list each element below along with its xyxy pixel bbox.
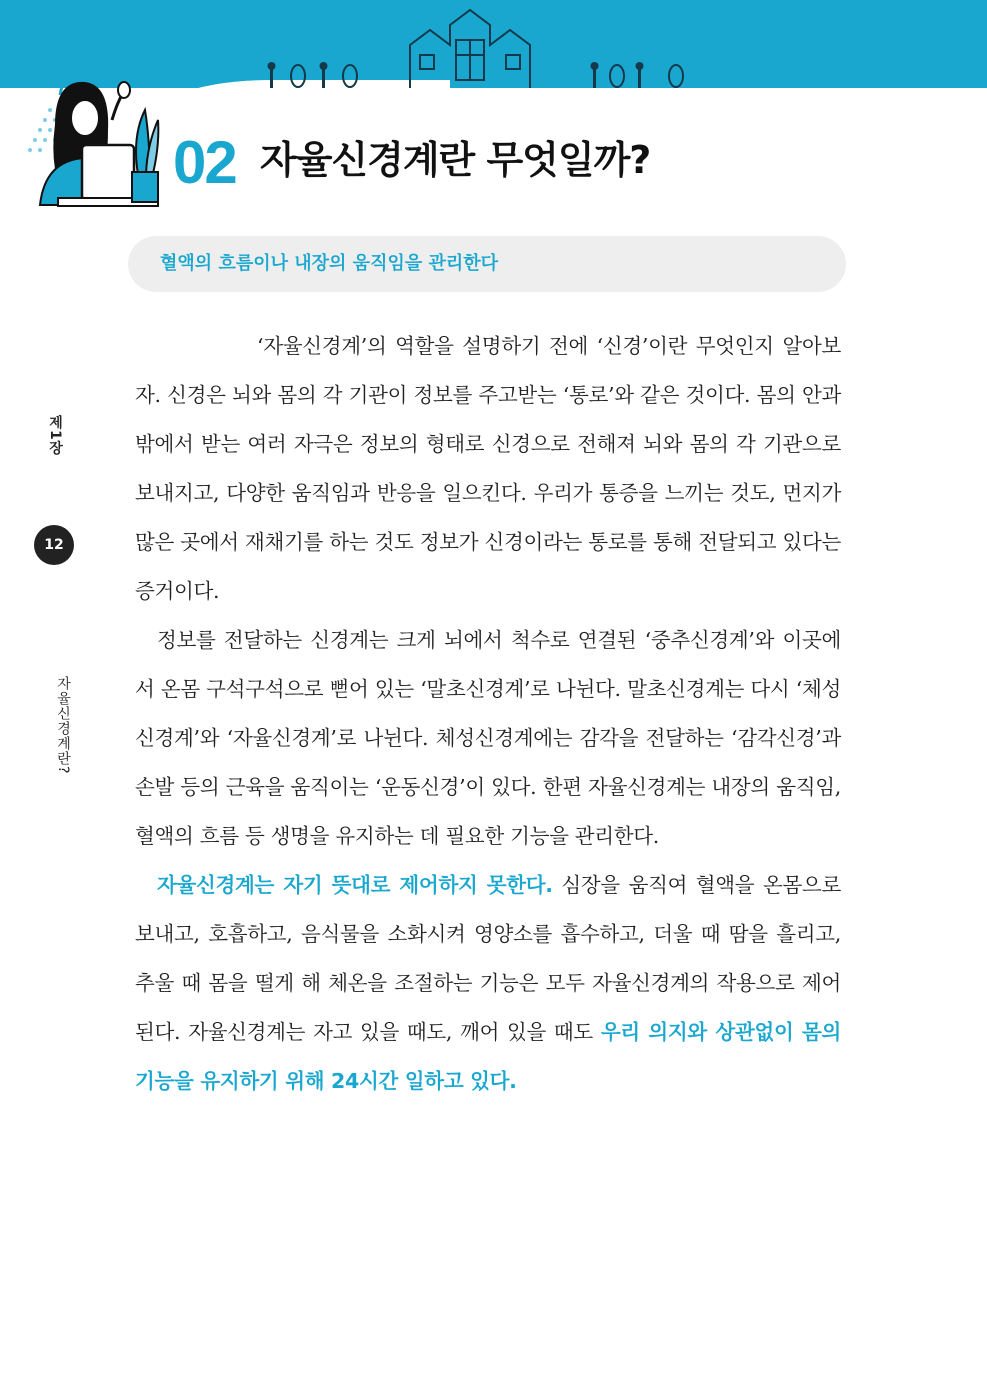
paragraph-3 [135, 861, 841, 1106]
highlight-text: 우리 의지와 상관없이 몸의 기능을 유지하기 위해 24시간 일하고 있다. [135, 1020, 841, 1093]
highlight-text: 자율신경계는 자기 뜻대로 제어하지 못한다. [157, 873, 553, 897]
subtitle-pill [128, 236, 846, 292]
paragraph-1: ‘자율신경계’의 역할을 설명하기 전에 ‘신경’이란 무엇인지 알아보자. 신경은 뇌와 몸의 각 기관이 정보를 주고받는 ‘통로’와 같은 것이다. 몸의 안과 밖에서 받는 여러 자극은 정보의 형태로 신경으로 전해져 뇌와 몸의 각 기관으로 보내지고, 다양한 움직임과 반응을 일으킨다. 우리가 통증을 느끼는 것도, 먼지가 많은 곳에서 재채기를 하는 것도 정보가 신경이라는 통로를 통해 전달되고 있다는 증거이다. [135, 334, 841, 603]
paragraph-2: 정보를 전달하는 신경계는 크게 뇌에서 척수로 연결된 ‘중추신경계’와 이곳에서 온몸 구석구석으로 뻗어 있는 ‘말초신경계’로 나뉜다. 말초신경계는 다시 ‘체성신경계’와 ‘자율신경계’로 나뉜다. 체성신경계에는 감각을 전달하는 ‘감각신경’과 손발 등의 근육을 움직이는 ‘운동신경’이 있다. 한편 자율신경계는 내장의 움직임, 혈액의 흐름 등 생명을 유지하는 데 필요한 기능을 관리한다. [135, 628, 841, 848]
subtitle-text: 혈액의 흐름이나 내장의 움직임을 관리한다 [160, 253, 499, 274]
side-chapter-label: 제1장 [47, 415, 63, 456]
paragraph-3-text: 심장을 움직여 혈액을 온몸으로 보내고, 호흡하고, 음식물을 소화시켜 영양소를 흡수하고, 더울 때 땀을 흘리고, 추울 때 몸을 떨게 해 체온을 조절하는 기능은 모두 자율신경계의 작용으로 제어된다. 자율신경계는 자고 있을 때도, 깨어 있을 때도 [135, 873, 842, 1044]
page-title: 자율신경계란 무엇일까? [260, 138, 651, 182]
woman-at-computer-illustration [40, 82, 158, 206]
tree-icon [291, 65, 683, 87]
side-section-label: 자율신경계란? [55, 676, 71, 775]
page-number-badge: 12 [34, 525, 74, 565]
chapter-number: 02 [173, 129, 236, 196]
house-illustration [410, 10, 530, 88]
body-text [135, 322, 841, 1106]
